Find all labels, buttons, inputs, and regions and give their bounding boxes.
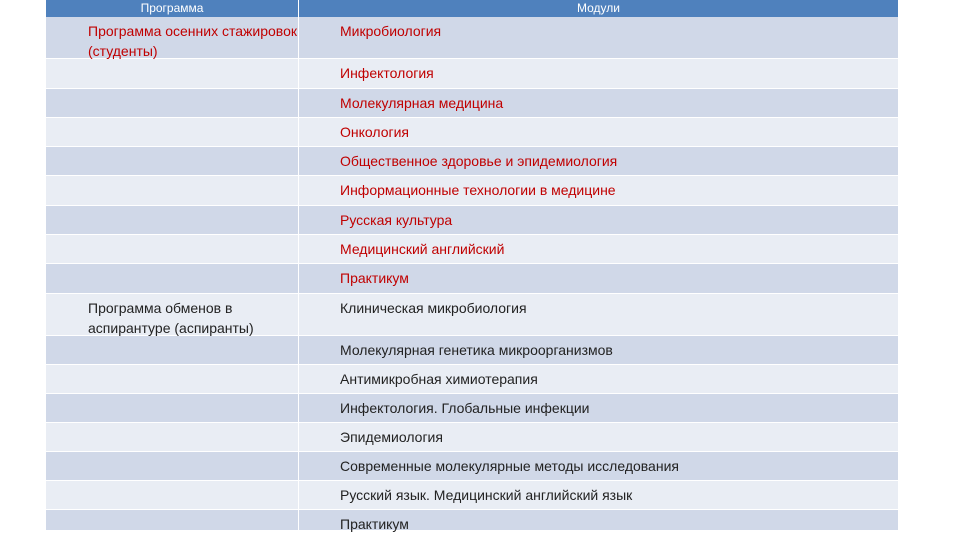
table-row [46, 206, 898, 235]
programs-table [46, 0, 898, 531]
program-cell [46, 89, 299, 117]
table-row [46, 118, 898, 147]
program-cell [46, 452, 299, 480]
module-cell: Русский язык. Медицинский английский язык [340, 487, 633, 503]
program-cell: Программа осенних стажировок (студенты) [46, 17, 299, 58]
table-row [46, 365, 898, 394]
program-cell [46, 510, 299, 530]
table-row [46, 481, 898, 510]
program-cell [46, 481, 299, 509]
program-cell: Программа обменов в аспирантуре (аспиранты) [46, 294, 299, 335]
table-row [46, 176, 898, 206]
table-row [46, 394, 898, 423]
table-row [46, 452, 898, 481]
module-cell: Онкология [340, 124, 410, 140]
table-row [46, 423, 898, 452]
program-cell [46, 336, 299, 364]
program-cell [46, 118, 299, 146]
table-row [46, 147, 898, 176]
table-row [46, 510, 898, 531]
program-cell [46, 59, 299, 88]
program-cell [46, 206, 299, 234]
module-cell: Практикум [340, 270, 409, 286]
program-cell [46, 394, 299, 422]
table-row [46, 294, 898, 336]
program-cell [46, 423, 299, 451]
module-cell: Клиническая микробиология [340, 300, 527, 316]
header-program: Программа [46, 0, 299, 17]
program-cell [46, 235, 299, 263]
module-cell: Инфектология [340, 65, 434, 81]
module-cell: Молекулярная медицина [340, 95, 504, 111]
table-row [46, 59, 898, 89]
module-cell: Информационные технологии в медицине [340, 182, 616, 198]
module-cell: Микробиология [340, 23, 442, 39]
module-cell: Практикум [340, 516, 409, 532]
program-cell [46, 176, 299, 205]
module-cell: Медицинский английский [340, 241, 505, 257]
header-modules: Модули [577, 1, 620, 15]
module-cell: Русская культура [340, 212, 453, 228]
table-row [46, 235, 898, 264]
module-cell: Современные молекулярные методы исследования [340, 458, 679, 474]
table-row [46, 17, 898, 59]
table-row [46, 336, 898, 365]
module-cell: Общественное здоровье и эпидемиология [340, 153, 618, 169]
table-row [46, 264, 898, 294]
program-cell [46, 147, 299, 175]
program-cell [46, 264, 299, 293]
module-cell: Эпидемиология [340, 429, 443, 445]
module-cell: Молекулярная генетика микроорганизмов [340, 342, 613, 358]
program-cell [46, 365, 299, 393]
table-header [46, 0, 898, 17]
table-row [46, 89, 898, 118]
module-cell: Инфектология. Глобальные инфекции [340, 400, 590, 416]
module-cell: Антимикробная химиотерапия [340, 371, 538, 387]
